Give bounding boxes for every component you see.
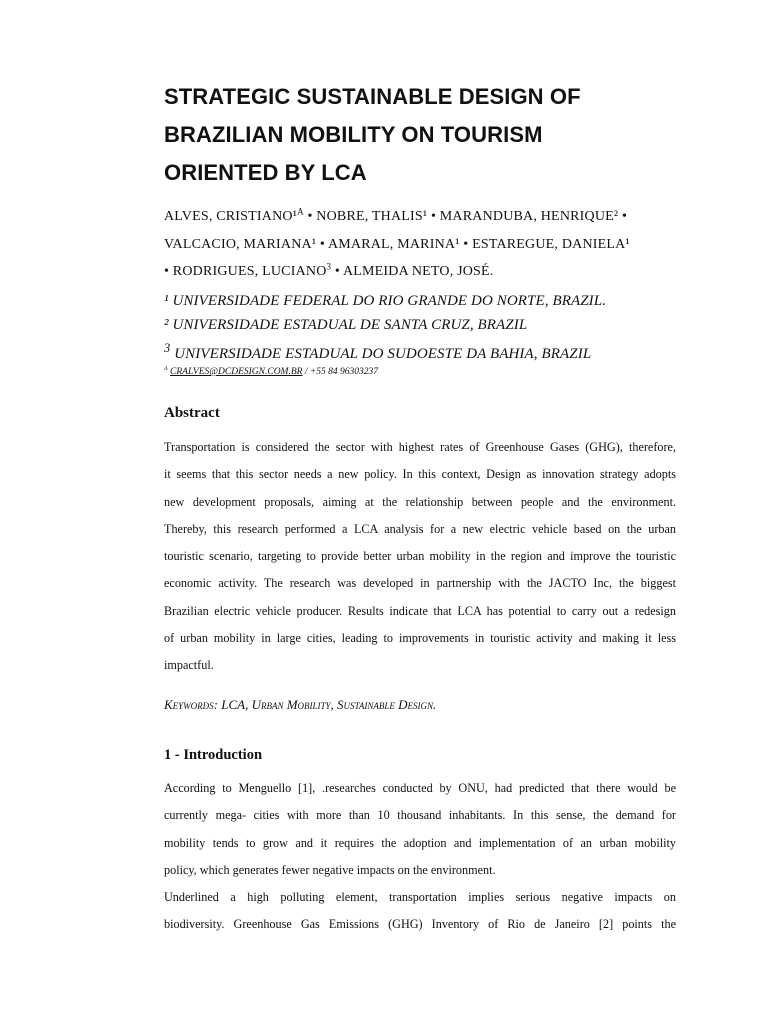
email-link[interactable]: CRALVES@DCDESIGN.COM.BR xyxy=(170,367,303,378)
text-line: Underlined a high polluting element, transportation implies serious negative impacts on xyxy=(164,890,676,905)
text-line: mobility tends to grow and it requires the adoption and implementation of an urban mobility xyxy=(164,835,676,850)
abstract-body xyxy=(164,434,676,680)
introduction-body xyxy=(164,775,676,939)
text-line: it seems that this sector needs a new policy. In this context, Design as innovation strategy adopts xyxy=(164,467,676,482)
affiliation: $^3$ UNIVERSIDADE ESTADUAL DO SUDOESTE DA BAHIA, BRAZIL xyxy=(164,341,592,362)
title-line: BRAZILIAN MOBILITY ON TOURISM xyxy=(164,122,543,147)
keywords-label: Keywords: xyxy=(164,697,218,712)
keywords xyxy=(164,697,676,713)
phone-number: / +55 84 96303237 xyxy=(302,367,379,378)
affiliation: ¹ UNIVERSIDADE FEDERAL DO RIO GRANDE DO NORTE, BRAZIL. xyxy=(164,293,607,309)
keywords-text: LCA, Urban Mobility, Sustainable Design. xyxy=(218,697,437,712)
author-list xyxy=(164,203,684,286)
author-line: VALCACIO, MARIANA¹ • AMARAL, MARINA¹ • ESTAREGUE, DANIELA¹ xyxy=(164,236,630,252)
contact-info: $^A$ CRALVES@DCDESIGN.COM.BR / +55 84 96303237 xyxy=(164,366,379,378)
affiliation-list xyxy=(164,290,684,367)
author-line: ALVES, CRISTIANO¹$^A$ • NOBRE, THALIS¹ • MARANDUBA, HENRIQUE² • xyxy=(164,206,628,224)
text-line: economic activity. The research was developed in partnership with the JACTO Inc, the biggest xyxy=(164,576,676,591)
text-line: Thereby, this research performed a LCA analysis for a new electric vehicle based on the urban xyxy=(164,521,676,536)
text-line: of urban mobility in large cities, leading to improvements in touristic activity and making it less xyxy=(164,631,676,646)
text-line: Transportation is considered the sector with highest rates of Greenhouse Gases (GHG), therefore, xyxy=(164,440,676,454)
affiliation: ² UNIVERSIDADE ESTADUAL DE SANTA CRUZ, BRAZIL xyxy=(164,316,528,333)
text-line: impactful. xyxy=(164,658,214,673)
text-line: new development proposals, aiming at the relationship between people and the environment. xyxy=(164,494,676,509)
text-line: According to Menguello [1], .researches conducted by ONU, had predicted that there would be xyxy=(164,781,676,795)
abstract-heading: Abstract xyxy=(164,405,220,421)
paper-title xyxy=(164,78,684,192)
title-line: ORIENTED BY LCA xyxy=(164,160,367,185)
text-line: biodiversity. Greenhouse Gas Emissions (GHG) Inventory of Rio de Janeiro [2] points the xyxy=(164,917,676,932)
text-line: touristic scenario, targeting to provide better urban mobility in the region and improve the touristic xyxy=(164,549,676,564)
text-line: Brazilian electric vehicle producer. Results indicate that LCA has potential to carry out a redesign xyxy=(164,603,676,618)
title-line: STRATEGIC SUSTAINABLE DESIGN OF xyxy=(164,84,581,109)
text-line: currently mega- cities with more than 10 thousand inhabitants. In this sense, the demand for xyxy=(164,808,676,823)
author-line: • RODRIGUES, LUCIANO$^3$ • ALMEIDA NETO, JOSÉ. xyxy=(164,261,494,279)
introduction-heading: 1 - Introduction xyxy=(164,747,263,763)
text-line: policy, which generates fewer negative impacts on the environment. xyxy=(164,862,496,877)
